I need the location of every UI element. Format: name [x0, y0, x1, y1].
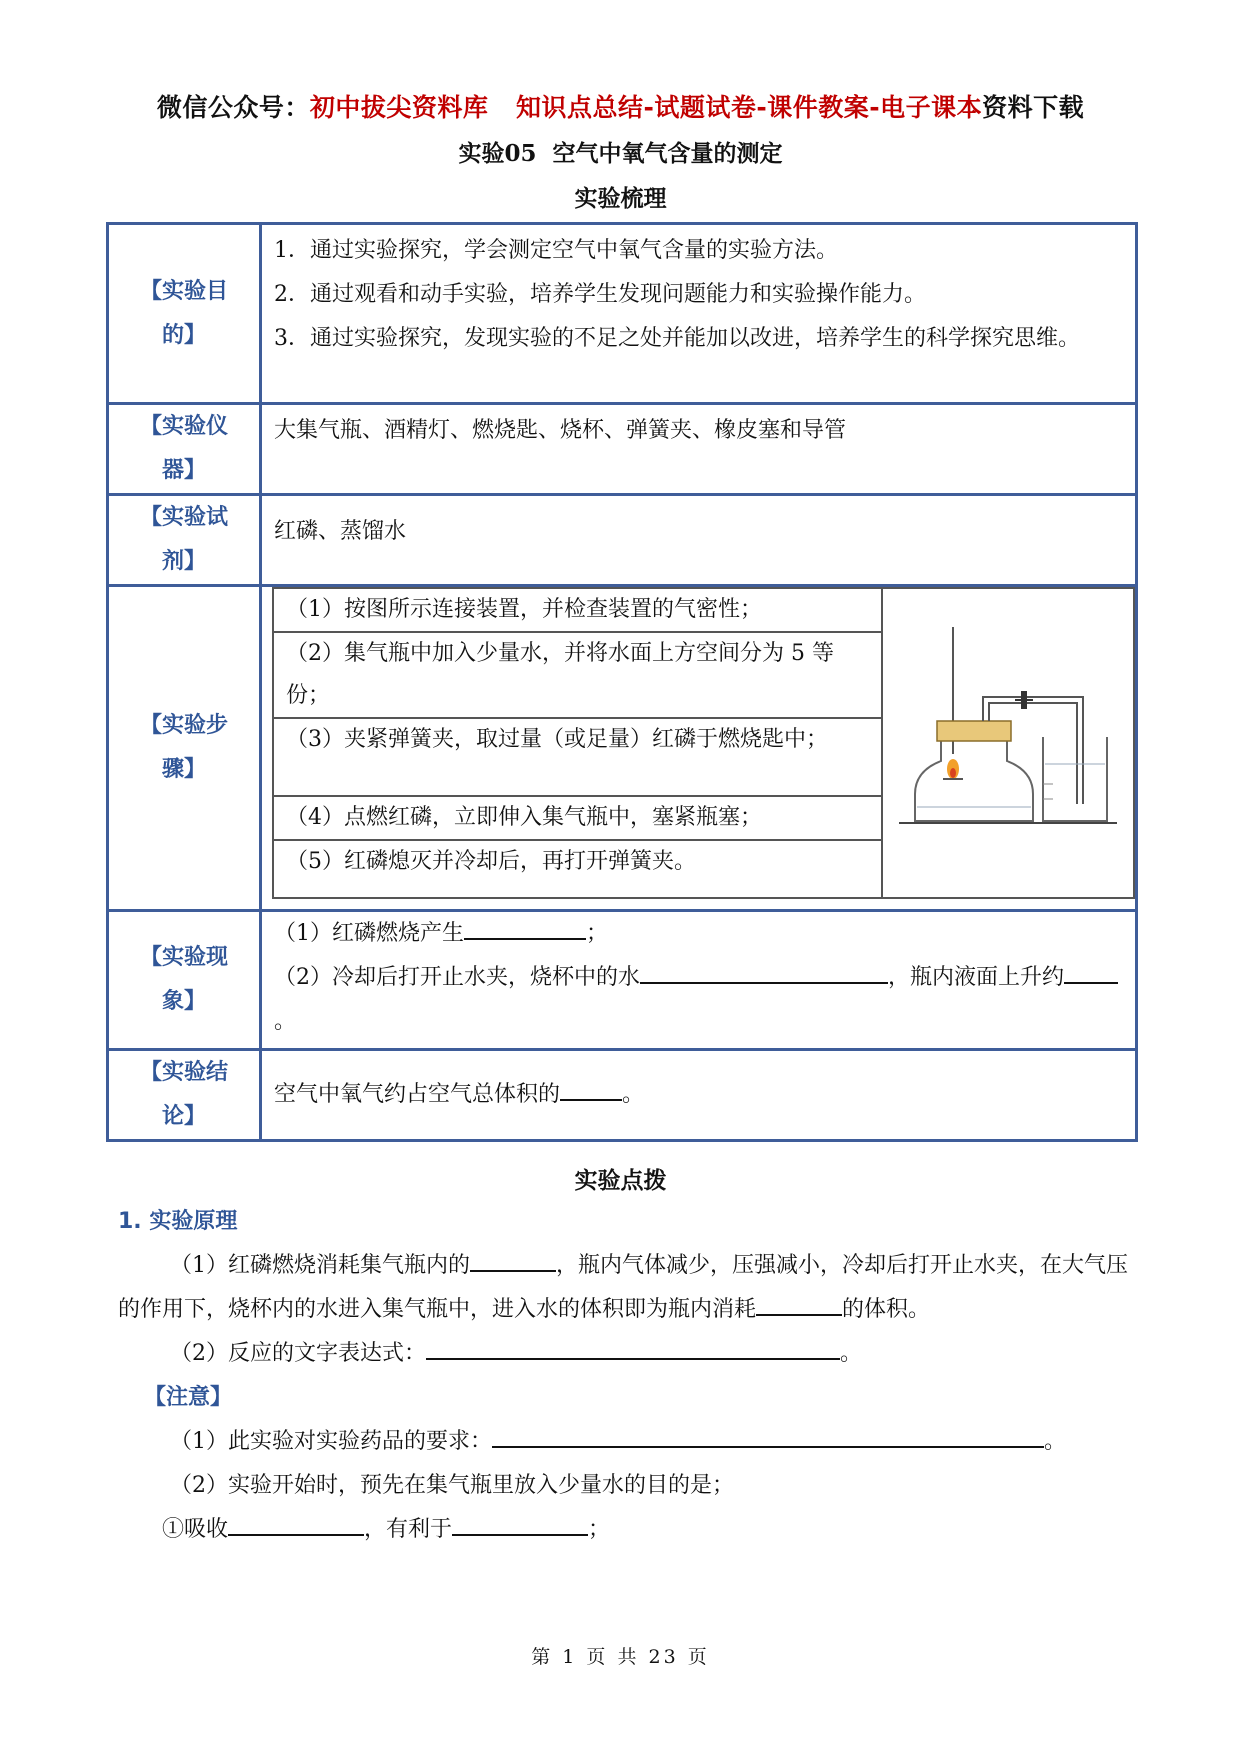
step-item: （4）点燃红磷，立即伸入集气瓶中，塞紧瓶塞；	[273, 796, 882, 840]
row-purpose	[108, 224, 1137, 404]
answer-blank	[452, 1508, 588, 1536]
notice-heading: 【注意】	[144, 1385, 233, 1410]
content-phenomena	[261, 911, 1137, 1050]
answer-blank	[426, 1332, 840, 1360]
purpose-item: 3．通过实验探究，发现实验的不足之处并能加以改进，培养学生的科学探究思维。	[274, 326, 1080, 351]
apparatus-text: 大集气瓶、酒精灯、燃烧匙、烧杯、弹簧夹、橡皮塞和导管	[274, 418, 847, 443]
step-item: （2）集气瓶中加入少量水，并将水面上方空间分为 5 等份；	[273, 632, 882, 718]
row-steps	[108, 586, 1137, 911]
phenomenon-2: （2）冷却后打开止水夹，烧杯中的水 ，瓶内液面上升约。	[274, 956, 1125, 1044]
principle-heading: 1. 实验原理	[118, 1209, 238, 1234]
answer-blank	[640, 956, 888, 984]
step-item: （5）红磷熄灭并冷却后，再打开弹簧夹。	[273, 840, 882, 898]
answer-blank	[756, 1288, 842, 1316]
notice-item-1: （1）此实验对实验药品的要求： 。	[118, 1420, 1128, 1464]
page-title: 实验05 空气中氧气含量的测定	[458, 140, 783, 167]
answer-blank	[228, 1508, 364, 1536]
step-item: （1）按图所示连接装置，并检查装置的气密性；	[273, 588, 882, 632]
section-title-summary: 实验梳理	[574, 185, 667, 212]
section-title-tips: 实验点拨	[574, 1167, 667, 1194]
label-phenomena: 【实验现 象】	[108, 911, 261, 1050]
reagents-text: 红磷、蒸馏水	[274, 519, 407, 544]
answer-blank	[470, 1244, 556, 1272]
apparatus-figure	[882, 588, 1134, 898]
page-footer: 第 1 页 共 23 页	[531, 1646, 710, 1668]
principle-paragraph-2: （2）反应的文字表达式： 。	[118, 1332, 1128, 1376]
experiment-summary-table	[106, 222, 1138, 1142]
content-steps	[261, 586, 1137, 911]
label-steps: 【实验步 骤】	[108, 586, 261, 911]
conclusion-text: 空气中氧气约占空气总体积的 。	[274, 1073, 1125, 1117]
notice-item-3: ①吸收 ，有利于 ；	[118, 1508, 1128, 1552]
page-header	[0, 88, 1241, 124]
purpose-item: 1．通过实验探究，学会测定空气中氧气含量的实验方法。	[274, 238, 838, 263]
label-apparatus: 【实验仪 器】	[108, 404, 261, 495]
label-conclusion: 【实验结 论】	[108, 1050, 261, 1141]
notice-item-2: （2）实验开始时，预先在集气瓶里放入少量水的目的是；	[170, 1473, 734, 1498]
label-purpose: 【实验目 的】	[108, 224, 261, 404]
content-conclusion	[261, 1050, 1137, 1141]
answer-blank	[492, 1420, 1044, 1448]
steps-inner-table	[272, 587, 1135, 899]
phenomenon-1: （1）红磷燃烧产生 ；	[274, 912, 1125, 956]
row-phenomena	[108, 911, 1137, 1050]
apparatus-diagram	[893, 589, 1123, 829]
row-apparatus	[108, 404, 1137, 495]
answer-blank	[560, 1073, 622, 1101]
purpose-item: 2．通过观看和动手实验，培养学生发现问题能力和实验操作能力。	[274, 282, 926, 307]
row-conclusion	[108, 1050, 1137, 1141]
row-reagents	[108, 495, 1137, 586]
label-reagents: 【实验试 剂】	[108, 495, 261, 586]
answer-blank	[464, 912, 586, 940]
header-prefix: 微信公众号：	[156, 93, 310, 122]
principle-paragraph-1: （1）红磷燃烧消耗集气瓶内的 ，瓶内气体减少，压强减小，冷却后打开止水夹，在大气压的作用下，烧杯内的水进入集气瓶中，进入水的体积即为瓶内消耗 的体积。	[118, 1244, 1128, 1332]
header-suffix: 资料下载	[982, 93, 1085, 122]
content-reagents	[261, 495, 1137, 586]
principle-section	[118, 1200, 1128, 1552]
step-item: （3）夹紧弹簧夹，取过量（或足量）红磷于燃烧匙中；	[273, 718, 882, 796]
header-red-text: 初中拔尖资料库 知识点总结-试题试卷-课件教案-电子课本	[309, 93, 983, 122]
answer-blank	[1064, 956, 1118, 984]
content-purpose	[261, 224, 1137, 404]
content-apparatus	[261, 404, 1137, 495]
